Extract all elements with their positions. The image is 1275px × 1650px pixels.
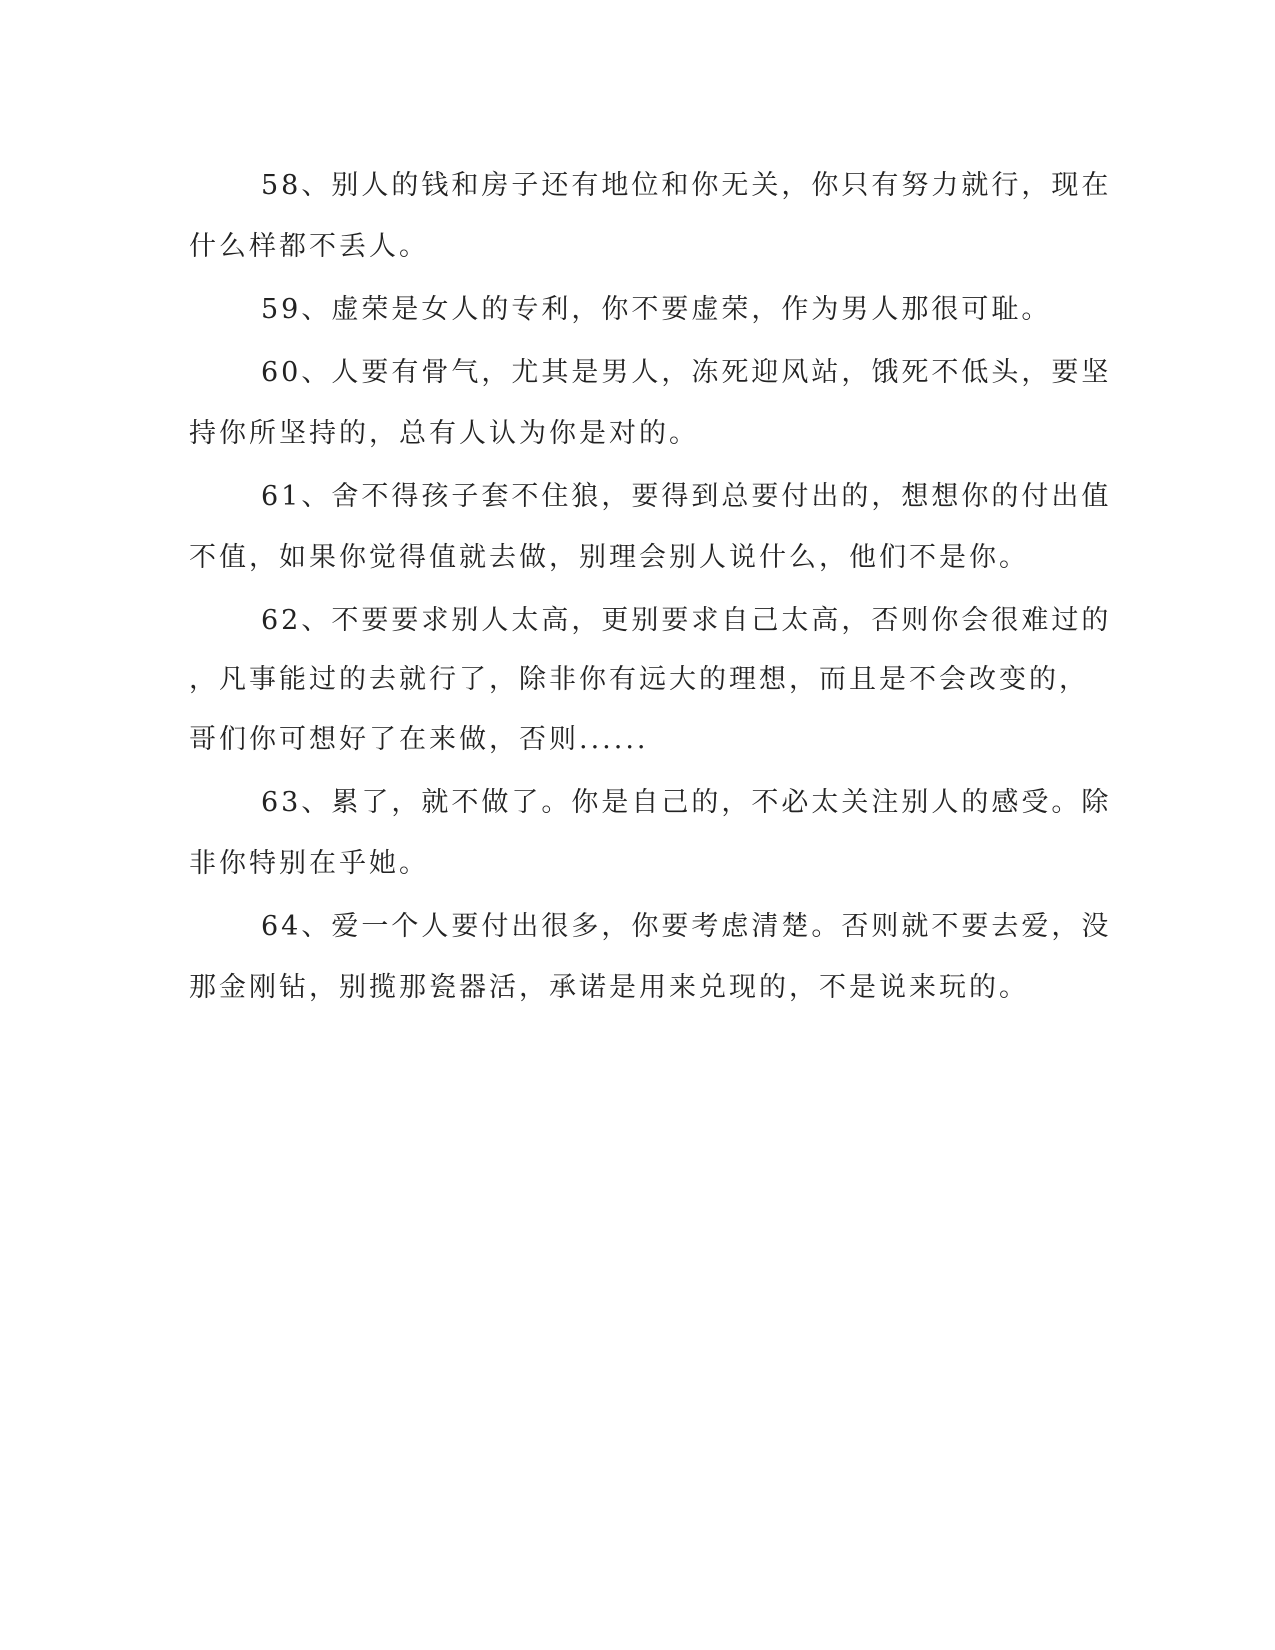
paragraph-line: 63、累了，就不做了。你是自己的，不必太关注别人的感受。除 bbox=[261, 787, 1112, 818]
paragraph-62 bbox=[189, 590, 1112, 770]
paragraph-58 bbox=[189, 155, 1112, 277]
paragraph-line: 不值，如果你觉得值就去做，别理会别人说什么，他们不是你。 bbox=[189, 542, 1029, 573]
paragraph-line: 58、别人的钱和房子还有地位和你无关，你只有努力就行，现在 bbox=[261, 170, 1112, 201]
paragraph-63 bbox=[189, 772, 1112, 894]
paragraph-line: 64、爱一个人要付出很多，你要考虑清楚。否则就不要去爱，没 bbox=[261, 911, 1112, 942]
paragraph-line: 62、不要要求别人太高，更别要求自己太高，否则你会很难过的 bbox=[261, 605, 1112, 636]
paragraph-64 bbox=[189, 896, 1112, 1018]
paragraph-line: ，凡事能过的去就行了，除非你有远大的理想，而且是不会改变的， bbox=[189, 664, 1089, 695]
paragraph-line: 哥们你可想好了在来做，否则...... bbox=[189, 724, 649, 755]
paragraph-61 bbox=[189, 466, 1112, 588]
paragraph-60 bbox=[189, 342, 1112, 464]
paragraph-line: 59、虚荣是女人的专利，你不要虚荣，作为男人那很可耻。 bbox=[261, 294, 1052, 325]
paragraph-line: 60、人要有骨气，尤其是男人，冻死迎风站，饿死不低头，要坚 bbox=[261, 357, 1112, 388]
paragraph-line: 什么样都不丢人。 bbox=[189, 231, 429, 262]
paragraph-line: 非你特别在乎她。 bbox=[189, 848, 429, 879]
paragraph-59 bbox=[189, 279, 1079, 340]
paragraph-line: 61、舍不得孩子套不住狼，要得到总要付出的，想想你的付出值 bbox=[261, 481, 1112, 512]
paragraph-line: 持你所坚持的，总有人认为你是对的。 bbox=[189, 418, 699, 449]
paragraph-line: 那金刚钻，别揽那瓷器活，承诺是用来兑现的，不是说来玩的。 bbox=[189, 972, 1029, 1003]
document-body bbox=[189, 155, 1112, 1020]
